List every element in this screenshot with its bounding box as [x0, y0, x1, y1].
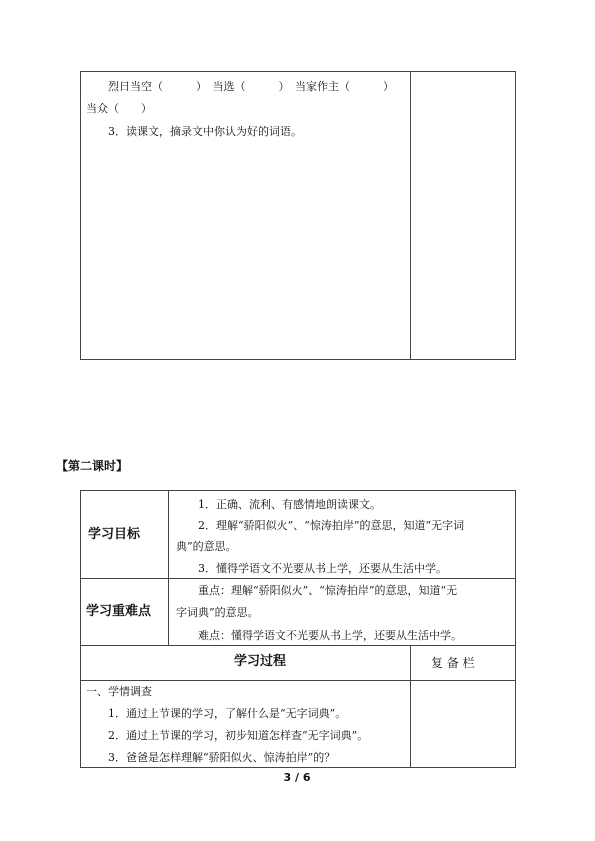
goal-item: 1．正确、流利、有感情地朗读课文。 [198, 498, 381, 511]
goal-item: 2．理解“骄阳似火”、“惊涛拍岸”的意思，知道“无字词 [198, 519, 465, 532]
exercise-item-3: 3．读课文，摘录文中你认为好的词语。 [108, 125, 302, 138]
key-points-label: 学习重难点 [86, 604, 152, 619]
key-point-line: 字词典”的意思。 [176, 606, 259, 619]
key-point-line: 难点：懂得学语文不光要从书上学，还要从生活中学。 [198, 629, 462, 642]
page-number: 3 / 6 [283, 771, 311, 784]
process-section-title: 一、学情调查 [86, 685, 152, 698]
vocab-line-2: 当众（ ） [86, 102, 152, 115]
process-item: 1．通过上节课的学习，了解什么是“无字词典”。 [108, 707, 347, 720]
section-heading: 【第二课时】 [56, 459, 129, 473]
notes-header: 复 备 栏 [431, 656, 475, 670]
process-header: 学习过程 [233, 654, 286, 669]
key-point-line: 重点：理解“骄阳似火”、“惊涛拍岸”的意思，知道“无 [198, 584, 458, 597]
goals-label: 学习目标 [88, 527, 141, 542]
process-item: 3．爸爸是怎样理解“骄阳似火、惊涛拍岸”的？ [108, 751, 336, 764]
process-item: 2．通过上节课的学习，初步知道怎样查“无字词典”。 [108, 729, 369, 742]
goal-item: 典”的意思。 [176, 540, 237, 553]
goal-item: 3．懂得学语文不光要从书上学，还要从生活中学。 [198, 562, 447, 575]
vocab-line-1: 烈日当空（ ） 当选（ ） 当家作主（ ） [108, 80, 394, 93]
